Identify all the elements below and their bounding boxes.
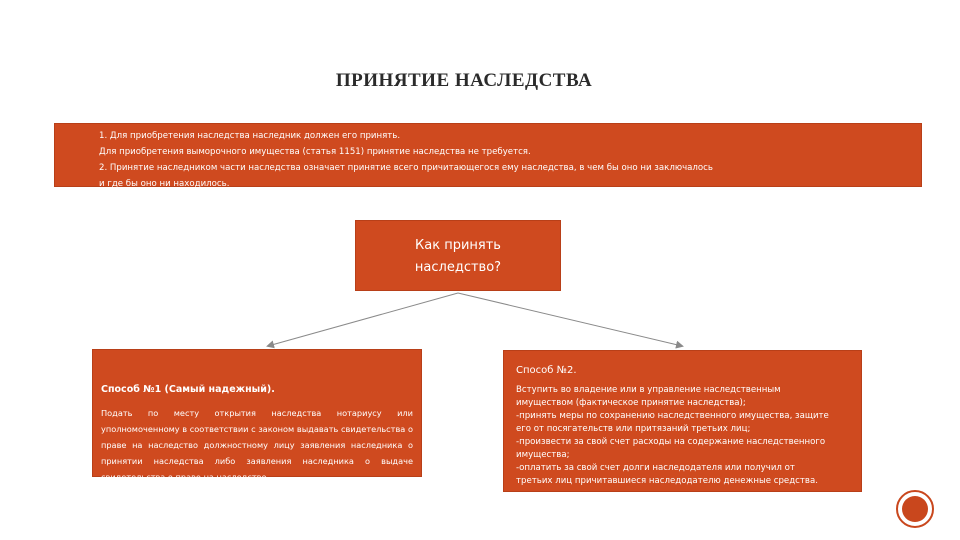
method-1-text: Подать по месту открытия наследства нотариусу или уполномоченному в соответствии с законом выдавать свидетельства о праве на наследство должностному лицу заявления наследника о принятии наследства либо заявления наследника о выдаче свидетельства о праве на наследство. — [101, 408, 413, 482]
method-2-text — [516, 384, 855, 488]
legal-text-line-3: 2. Принятие наследником части наследства означает принятие всего причитающегося ему наследства, в чем бы оно ни заключалось — [99, 163, 713, 173]
page-title: ПРИНЯТИЕ НАСЛЕДСТВА — [335, 70, 593, 91]
legal-text-line-1: 1. Для приобретения наследства наследник должен его принять. — [99, 131, 401, 141]
question-line-2: наследство? — [414, 260, 502, 275]
method-2-heading: Способ №2. — [516, 365, 577, 376]
method-2-line-1: Вступить во владение или в управление наследственным — [516, 385, 781, 395]
method-2-line-3: -принять меры по сохранению наследственного имущества, защите — [516, 411, 829, 421]
method-1-heading: Способ №1 (Самый надежный). — [101, 384, 275, 395]
slide-badge-icon — [896, 490, 934, 528]
arrow-to-method-1 — [268, 293, 458, 346]
question-line-1: Как принять — [415, 238, 501, 253]
method-2-box — [503, 350, 862, 492]
method-2-line-2: имуществом (фактическое принятие наследства); — [516, 398, 746, 408]
legal-text-line-4: и где бы оно ни находилось. — [99, 179, 230, 189]
method-2-line-8: третьих лиц причитавшиеся наследодателю денежные средства. — [516, 476, 818, 486]
slide-badge-inner — [902, 496, 928, 522]
legal-text-line-2: Для приобретения выморочного имущества (статья 1151) принятие наследства не требуется. — [99, 147, 531, 157]
method-2-line-7: -оплатить за свой счет долги наследодателя или получил от — [516, 463, 795, 473]
method-2-line-5: -произвести за свой счет расходы на содержание наследственного — [516, 437, 826, 447]
method-1-box — [92, 349, 422, 482]
method-2-line-4: его от посягательств или притязаний третьих лиц; — [516, 424, 751, 434]
arrow-to-method-2 — [458, 293, 682, 346]
method-2-line-6: имущества; — [516, 450, 570, 460]
